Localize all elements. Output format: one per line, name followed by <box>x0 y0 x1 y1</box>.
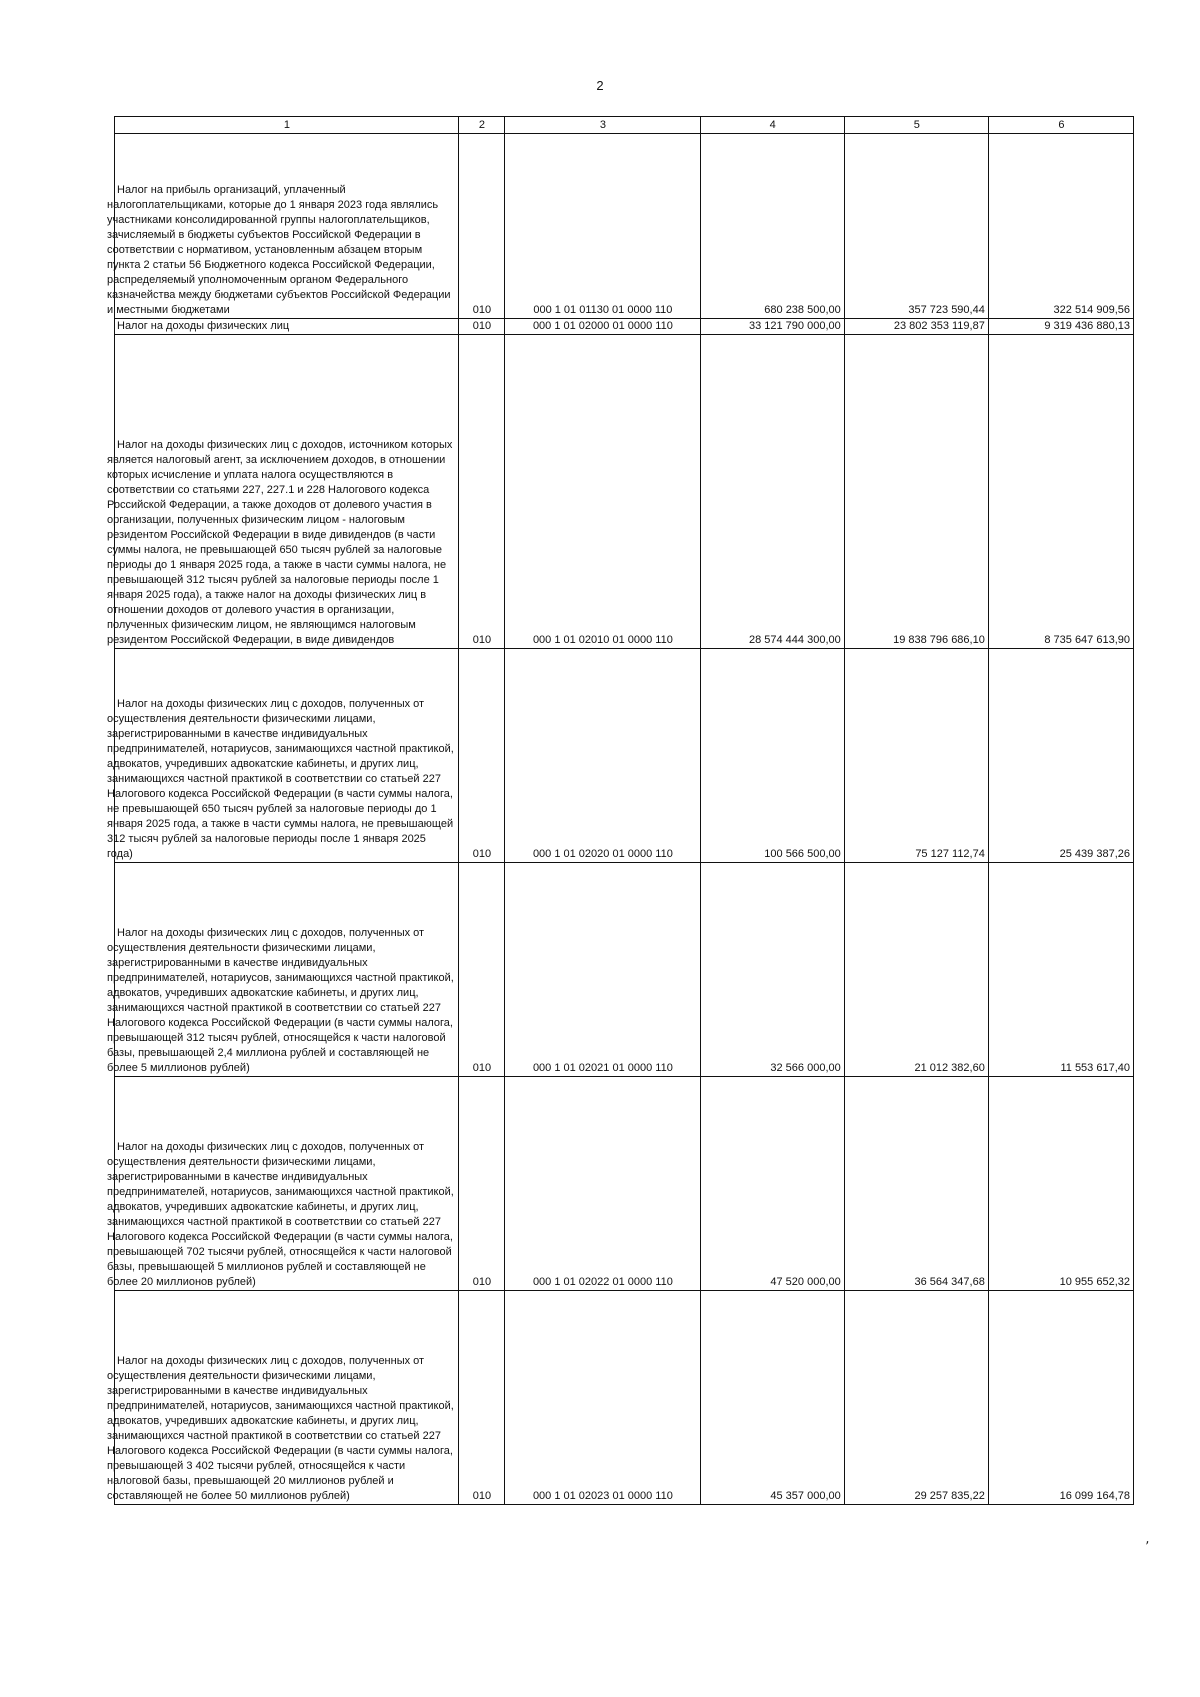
column-header-3: 3 <box>505 117 701 134</box>
table-row <box>115 134 1134 319</box>
table-row <box>115 1291 1134 1505</box>
row-line-code: 010 <box>458 134 504 319</box>
row-name: Налог на доходы физических лиц <box>117 320 290 332</box>
row-name: Налог на доходы физических лиц с доходов, полученных от осуществления деятельности физическими лицами, зарегистрированными в качестве индивидуальных предпринимателей, нотариусов, занимающихся частной практикой, адвокатов, учредивших адвокатские кабинеты, и других лиц, занимающихся частной практикой в соответствии со статьей 227 Налогового кодекса Российской Федерации (в части суммы налога, превышающей 312 тысяч рублей, относящейся к части налоговой базы, превышающей 2,4 миллиона рублей и составляющей не более 5 миллионов рублей) <box>107 927 454 1074</box>
row-approved-amount: 33 121 790 000,00 <box>700 319 844 335</box>
table-row <box>115 319 1134 335</box>
row-budget-code: 000 1 01 02020 01 0000 110 <box>505 649 701 863</box>
row-name-cell <box>107 1077 459 1291</box>
row-executed-amount: 75 127 112,74 <box>844 649 988 863</box>
row-budget-code: 000 1 01 02010 01 0000 110 <box>505 335 701 649</box>
column-header-2: 2 <box>458 117 504 134</box>
row-budget-code: 000 1 01 02021 01 0000 110 <box>505 863 701 1077</box>
row-name: Налог на доходы физических лиц с доходов, источником которых является налоговый агент, за исключением доходов, в отношении которых исчисление и уплата налога осуществляются в соответствии со статьями 227, 227.1 и 228 Налогового кодекса Российской Федерации, а также доходов от долевого участия в организации, полученных физическим лицом - налоговым резидентом Российской Федерации в виде дивидендов (в части суммы налога, не превышающей 650 тысяч рублей за налоговые периоды до 1 января 2025 года, а также в части суммы налога, не превышающей 312 тысяч рублей за налоговые периоды после 1 января 2025 года), а также налог на доходы физических лиц в отношении доходов от долевого участия в организации, полученных физическим лицом, не являющимся налоговым резидентом Российской Федерации, в виде дивидендов <box>107 439 453 646</box>
table-header-row <box>115 117 1134 134</box>
row-unexecuted-amount: 11 553 617,40 <box>988 863 1133 1077</box>
row-unexecuted-amount: 16 099 164,78 <box>988 1291 1133 1505</box>
row-line-code: 010 <box>458 1077 504 1291</box>
row-unexecuted-amount: 8 735 647 613,90 <box>988 335 1133 649</box>
row-name-cell <box>107 863 459 1077</box>
stray-pen-mark: , <box>1144 1529 1154 1547</box>
row-approved-amount: 100 566 500,00 <box>700 649 844 863</box>
row-line-code: 010 <box>458 1291 504 1505</box>
row-budget-code: 000 1 01 02023 01 0000 110 <box>505 1291 701 1505</box>
row-name-cell <box>115 319 459 335</box>
row-name: Налог на прибыль организаций, уплаченный налогоплательщиками, которые до 1 января 2023 года являлись участниками консолидированной группы налогоплательщиков, зачисляемый в бюджеты субъектов Российской Федерации в соответствии с нормативом, установленным абзацем вторым пункта 2 статьи 56 Бюджетного кодекса Российской Федерации, распределяемый уполномоченным органом Федерального казначейства между бюджетами субъектов Российской Федерации и местными бюджетами <box>107 184 451 316</box>
row-line-code: 010 <box>458 649 504 863</box>
row-name-cell <box>107 335 459 649</box>
column-header-4: 4 <box>700 117 844 134</box>
row-name: Налог на доходы физических лиц с доходов, полученных от осуществления деятельности физическими лицами, зарегистрированными в качестве индивидуальных предпринимателей, нотариусов, занимающихся частной практикой, адвокатов, учредивших адвокатские кабинеты, и других лиц, занимающихся частной практикой в соответствии со статьей 227 Налогового кодекса Российской Федерации (в части суммы налога, не превышающей 650 тысяч рублей за налоговые периоды до 1 января 2025 года, а также в части суммы налога, не превышающей 312 тысяч рублей за налоговые периоды после 1 января 2025 года) <box>107 698 454 860</box>
row-executed-amount: 21 012 382,60 <box>844 863 988 1077</box>
page-number: 2 <box>596 78 604 93</box>
table-row <box>115 649 1134 863</box>
table-row <box>115 863 1134 1077</box>
row-name: Налог на доходы физических лиц с доходов, полученных от осуществления деятельности физическими лицами, зарегистрированными в качестве индивидуальных предпринимателей, нотариусов, занимающихся частной практикой, адвокатов, учредивших адвокатские кабинеты, и других лиц, занимающихся частной практикой в соответствии со статьей 227 Налогового кодекса Российской Федерации (в части суммы налога, превышающей 702 тысячи рублей, относящейся к части налоговой базы, превышающей 5 миллионов рублей и составляющей не более 20 миллионов рублей) <box>107 1141 454 1288</box>
row-approved-amount: 680 238 500,00 <box>700 134 844 319</box>
row-name-cell <box>107 1291 459 1505</box>
row-line-code: 010 <box>458 863 504 1077</box>
column-header-6: 6 <box>988 117 1133 134</box>
table-row <box>115 335 1134 649</box>
row-unexecuted-amount: 322 514 909,56 <box>988 134 1133 319</box>
row-executed-amount: 29 257 835,22 <box>844 1291 988 1505</box>
revenue-report-table <box>107 116 1134 1505</box>
row-budget-code: 000 1 01 02000 01 0000 110 <box>505 319 701 335</box>
row-budget-code: 000 1 01 01130 01 0000 110 <box>505 134 701 319</box>
row-executed-amount: 36 564 347,68 <box>844 1077 988 1291</box>
column-header-5: 5 <box>844 117 988 134</box>
row-executed-amount: 19 838 796 686,10 <box>844 335 988 649</box>
row-unexecuted-amount: 10 955 652,32 <box>988 1077 1133 1291</box>
row-approved-amount: 45 357 000,00 <box>700 1291 844 1505</box>
row-line-code: 010 <box>458 335 504 649</box>
row-name: Налог на доходы физических лиц с доходов, полученных от осуществления деятельности физическими лицами, зарегистрированными в качестве индивидуальных предпринимателей, нотариусов, занимающихся частной практикой, адвокатов, учредивших адвокатские кабинеты, и других лиц, занимающихся частной практикой в соответствии со статьей 227 Налогового кодекса Российской Федерации (в части суммы налога, превышающей 3 402 тысячи рублей, относящейся к части налоговой базы, превышающей 20 миллионов рублей и составляющей не более 50 миллионов рублей) <box>107 1355 454 1502</box>
row-approved-amount: 47 520 000,00 <box>700 1077 844 1291</box>
row-name-cell <box>107 649 459 863</box>
row-executed-amount: 23 802 353 119,87 <box>844 319 988 335</box>
column-header-1: 1 <box>115 117 459 134</box>
row-line-code: 010 <box>458 319 504 335</box>
row-budget-code: 000 1 01 02022 01 0000 110 <box>505 1077 701 1291</box>
row-unexecuted-amount: 25 439 387,26 <box>988 649 1133 863</box>
row-approved-amount: 28 574 444 300,00 <box>700 335 844 649</box>
row-approved-amount: 32 566 000,00 <box>700 863 844 1077</box>
row-executed-amount: 357 723 590,44 <box>844 134 988 319</box>
row-name-cell <box>107 134 459 319</box>
row-unexecuted-amount: 9 319 436 880,13 <box>988 319 1133 335</box>
table-row <box>115 1077 1134 1291</box>
